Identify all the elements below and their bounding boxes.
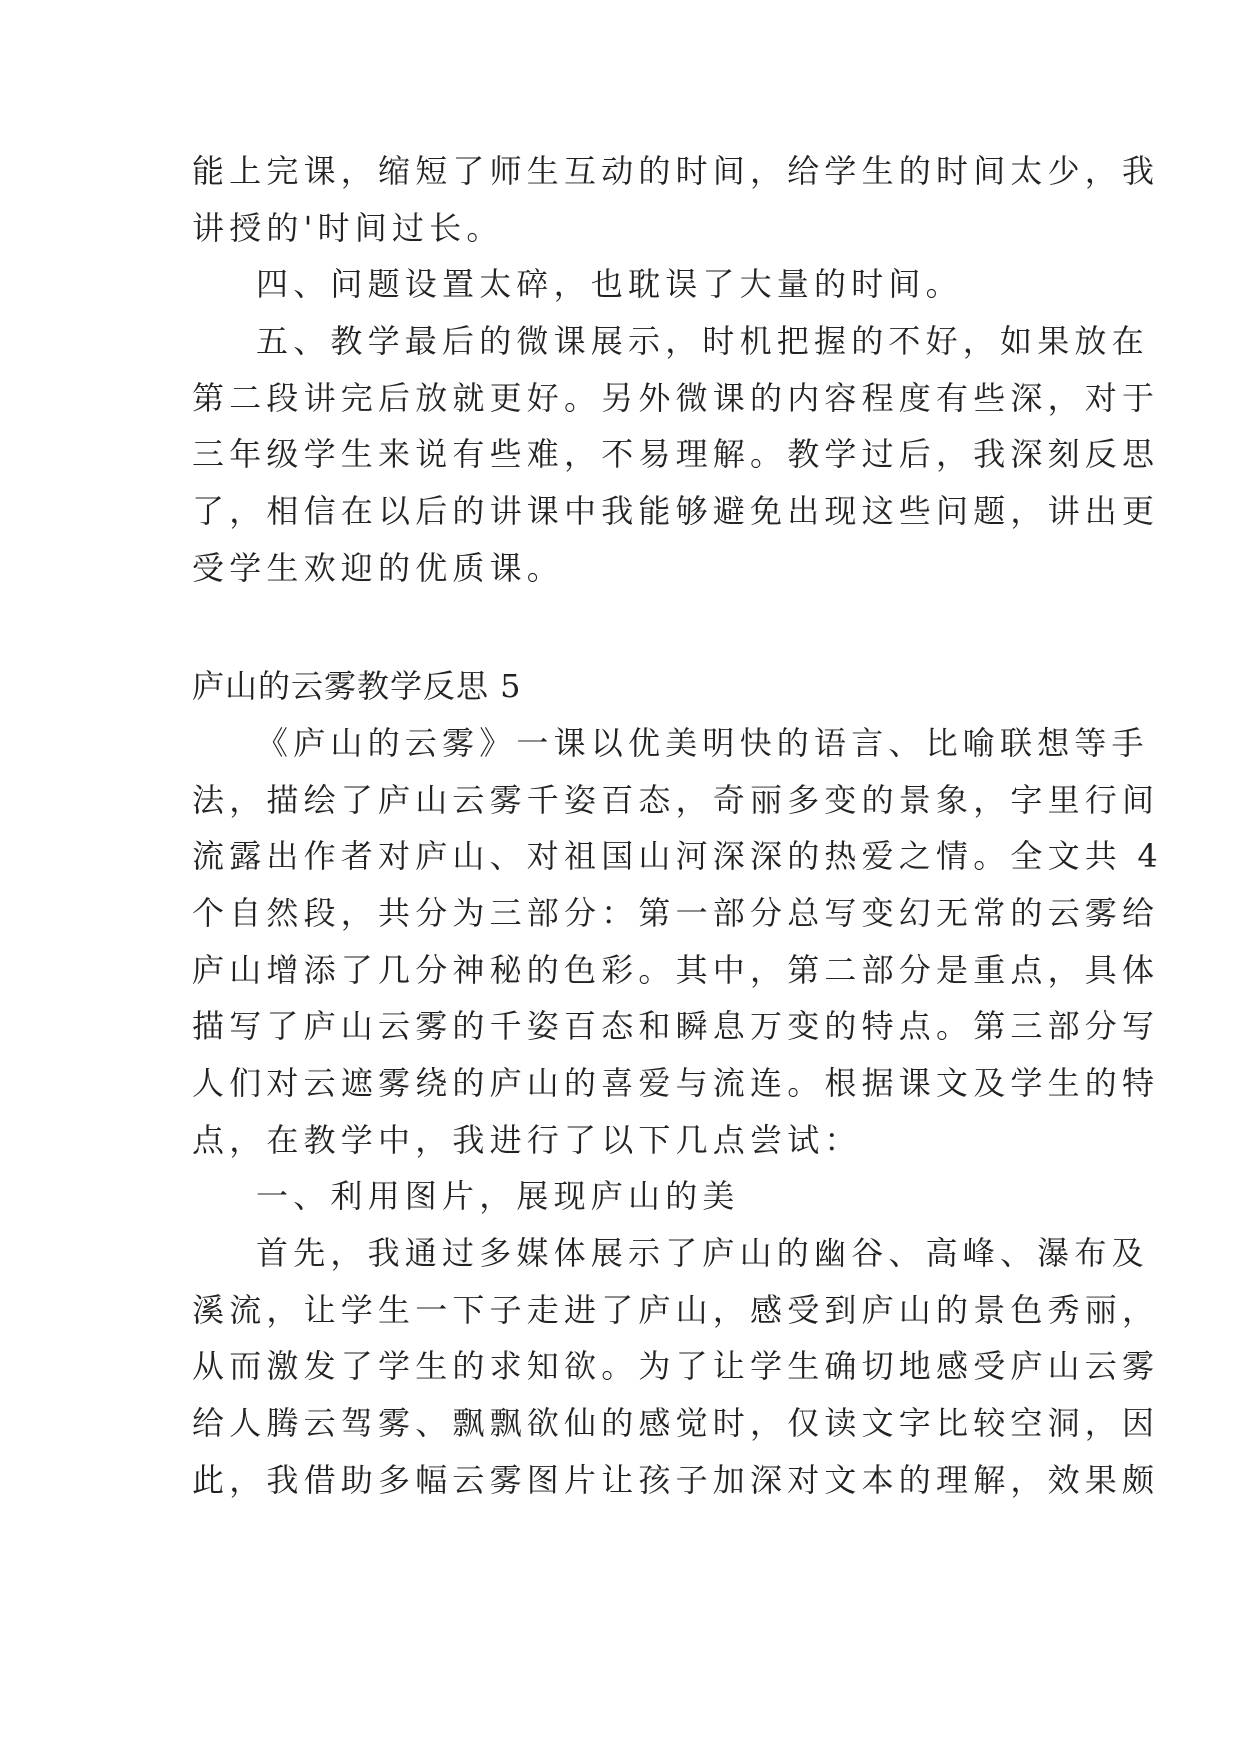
- text-line: 一、利用图片，展现庐山的美: [256, 1177, 740, 1215]
- text-line: 三年级学生来说有些难，不易理解。教学过后，我深刻反思: [192, 435, 1160, 473]
- text-line: 了，相信在以后的讲课中我能够避免出现这些问题，讲出更: [192, 492, 1160, 530]
- text-line: 受学生欢迎的优质课。: [192, 549, 565, 587]
- text-line: 五、教学最后的微课展示，时机把握的不好，如果放在: [256, 322, 1149, 360]
- text-line: 能上完课，缩短了师生互动的时间，给学生的时间太少，我: [192, 152, 1160, 190]
- text-line: 从而激发了学生的求知欲。为了让学生确切地感受庐山云雾: [192, 1347, 1160, 1385]
- text-line: 给人腾云驾雾、飘飘欲仙的感觉时，仅读文字比较空洞，因: [192, 1404, 1160, 1442]
- text-line: 流露出作者对庐山、对祖国山河深深的热爱之情。全文共 4: [192, 837, 1163, 875]
- text-line: 庐山增添了几分神秘的色彩。其中，第二部分是重点，具体: [192, 951, 1160, 989]
- text-line: 《庐山的云雾》一课以优美明快的语言、比喻联想等手: [256, 724, 1149, 762]
- text-line: 法，描绘了庐山云雾千姿百态，奇丽多变的景象，字里行间: [192, 781, 1160, 819]
- text-line: 溪流，让学生一下子走进了庐山，感受到庐山的景色秀丽，: [192, 1291, 1160, 1329]
- text-line: 描写了庐山云雾的千姿百态和瞬息万变的特点。第三部分写: [192, 1007, 1160, 1045]
- text-line: 点，在教学中，我进行了以下几点尝试：: [192, 1121, 862, 1159]
- text-line: 人们对云遮雾绕的庐山的喜爱与流连。根据课文及学生的特: [192, 1064, 1160, 1102]
- section-heading: 庐山的云雾教学反思 5: [192, 667, 522, 705]
- text-line: 四、问题设置太碎，也耽误了大量的时间。: [256, 265, 963, 303]
- text-line: 个自然段，共分为三部分：第一部分总写变幻无常的云雾给: [192, 894, 1160, 932]
- text-line: 第二段讲完后放就更好。另外微课的内容程度有些深，对于: [192, 379, 1160, 417]
- text-line: 首先，我通过多媒体展示了庐山的幽谷、高峰、瀑布及: [256, 1234, 1149, 1272]
- text-line: 讲授的'时间过长。: [192, 209, 504, 247]
- text-line: 此，我借助多幅云雾图片让孩子加深对文本的理解，效果颇: [192, 1461, 1160, 1499]
